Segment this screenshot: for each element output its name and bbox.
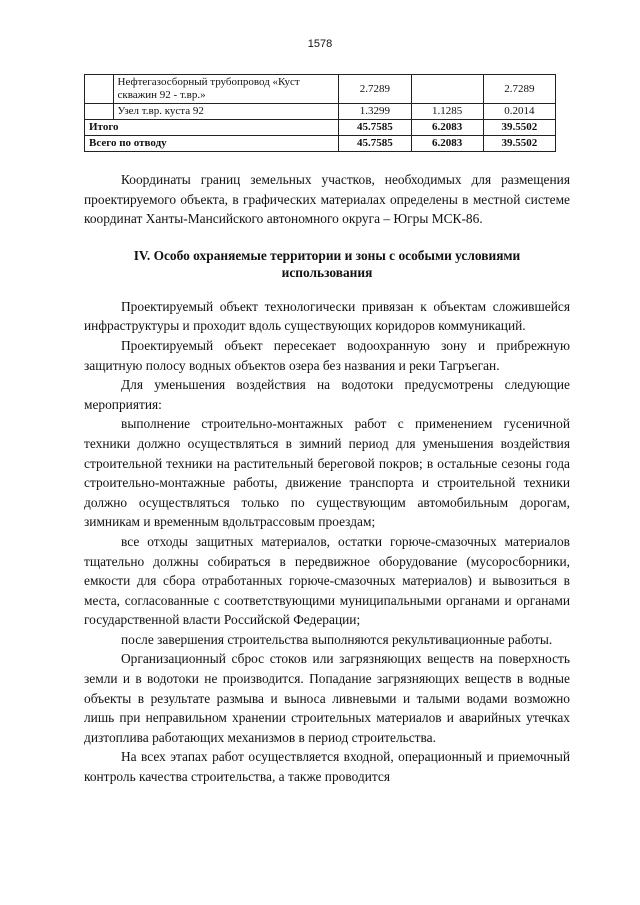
body-paragraph: Проектируемый объект технологически привязан к объектам сложившейся инфраструктуры и проходит вдоль существующих коридоров коммуникаций.	[84, 298, 570, 334]
table-row	[85, 75, 556, 104]
document-body	[84, 170, 570, 787]
table-total-value: 39.5502	[483, 120, 555, 136]
table-cell-name: Узел т.вр. куста 92	[113, 104, 339, 120]
section-heading: IV. Особо охраняемые территории и зоны с особыми условиями использования	[133, 247, 521, 280]
table-total-value: 6.2083	[411, 120, 483, 136]
table-cell-name: Нефтегазосборный трубопровод «Куст скважин 92 - т.вр.»	[113, 75, 339, 104]
body-paragraph: Проектируемый объект пересекает водоохранную зону и прибрежную защитную полосу водных объектов озера без названия и реки Тагръеган.	[84, 337, 570, 373]
list-item: выполнение строительно-монтажных работ с применением гусеничной техники должно осуществляться в зимний период для уменьшения воздействия строительной техники на растительный береговой покров; в остальные сезоны года строительно-монтажные работы, движение транспорта и строительной техники должно осуществляться только по существующим автомобильным дорогам, зимникам и временным вдольтрассовым проездам;	[84, 416, 570, 530]
table-cell-value: 1.3299	[339, 104, 411, 120]
table-cell-index	[85, 104, 114, 120]
list-item: после завершения строительства выполняются рекультивационные работы.	[121, 631, 553, 647]
table-total-value: 45.7585	[339, 120, 411, 136]
table-total-value: 6.2083	[411, 136, 483, 152]
land-allotment-table	[84, 74, 556, 152]
intro-paragraph: Координаты границ земельных участков, необходимых для размещения проектируемого объекта, в графических материалах определены в местной системе координат Ханты-Мансийского автономного округа – Югры МСК-86.	[84, 172, 570, 227]
list-item: все отходы защитных материалов, остатки горюче-смазочных материалов тщательно должны собираться в передвижное оборудование (мусоросборники, емкости для сбора отработанных горюче-смазочных материалов) и вывозиться в места, согласованные с соответствующими муниципальными органами и органами государственной власти Российской Федерации;	[84, 533, 570, 628]
body-paragraph: На всех этапах работ осуществляется входной, операционный и приемочный контроль качества строительства, а также проводится	[84, 749, 570, 785]
table-total-value: 45.7585	[339, 136, 411, 152]
table-total-row	[85, 120, 556, 136]
table-cell-index	[85, 75, 114, 104]
table-total-label: Всего по отводу	[85, 136, 339, 152]
table-cell-value: 2.7289	[483, 75, 555, 104]
table-total-value: 39.5502	[483, 136, 555, 152]
table-cell-value: 0.2014	[483, 104, 555, 120]
table-row	[85, 104, 556, 120]
table-cell-value: 1.1285	[411, 104, 483, 120]
table-grand-total-row	[85, 136, 556, 152]
table-cell-value: 2.7289	[339, 75, 411, 104]
body-paragraph: Организационный сброс стоков или загрязняющих веществ на поверхность земли и в водотоки не производится. Попадание загрязняющих веществ в водные объекты в результате размыва и выноса ливневыми и талыми водами возможно лишь при неправильном хранении строительных материалов и аварийных утечках дизтоплива работающих механизмов в период строительства.	[84, 651, 570, 745]
page-number: 1578	[307, 38, 333, 50]
table-cell-value	[411, 75, 483, 104]
body-paragraph: Для уменьшения воздействия на водотоки предусмотрены следующие мероприятия:	[84, 377, 570, 412]
table-total-label: Итого	[85, 120, 339, 136]
